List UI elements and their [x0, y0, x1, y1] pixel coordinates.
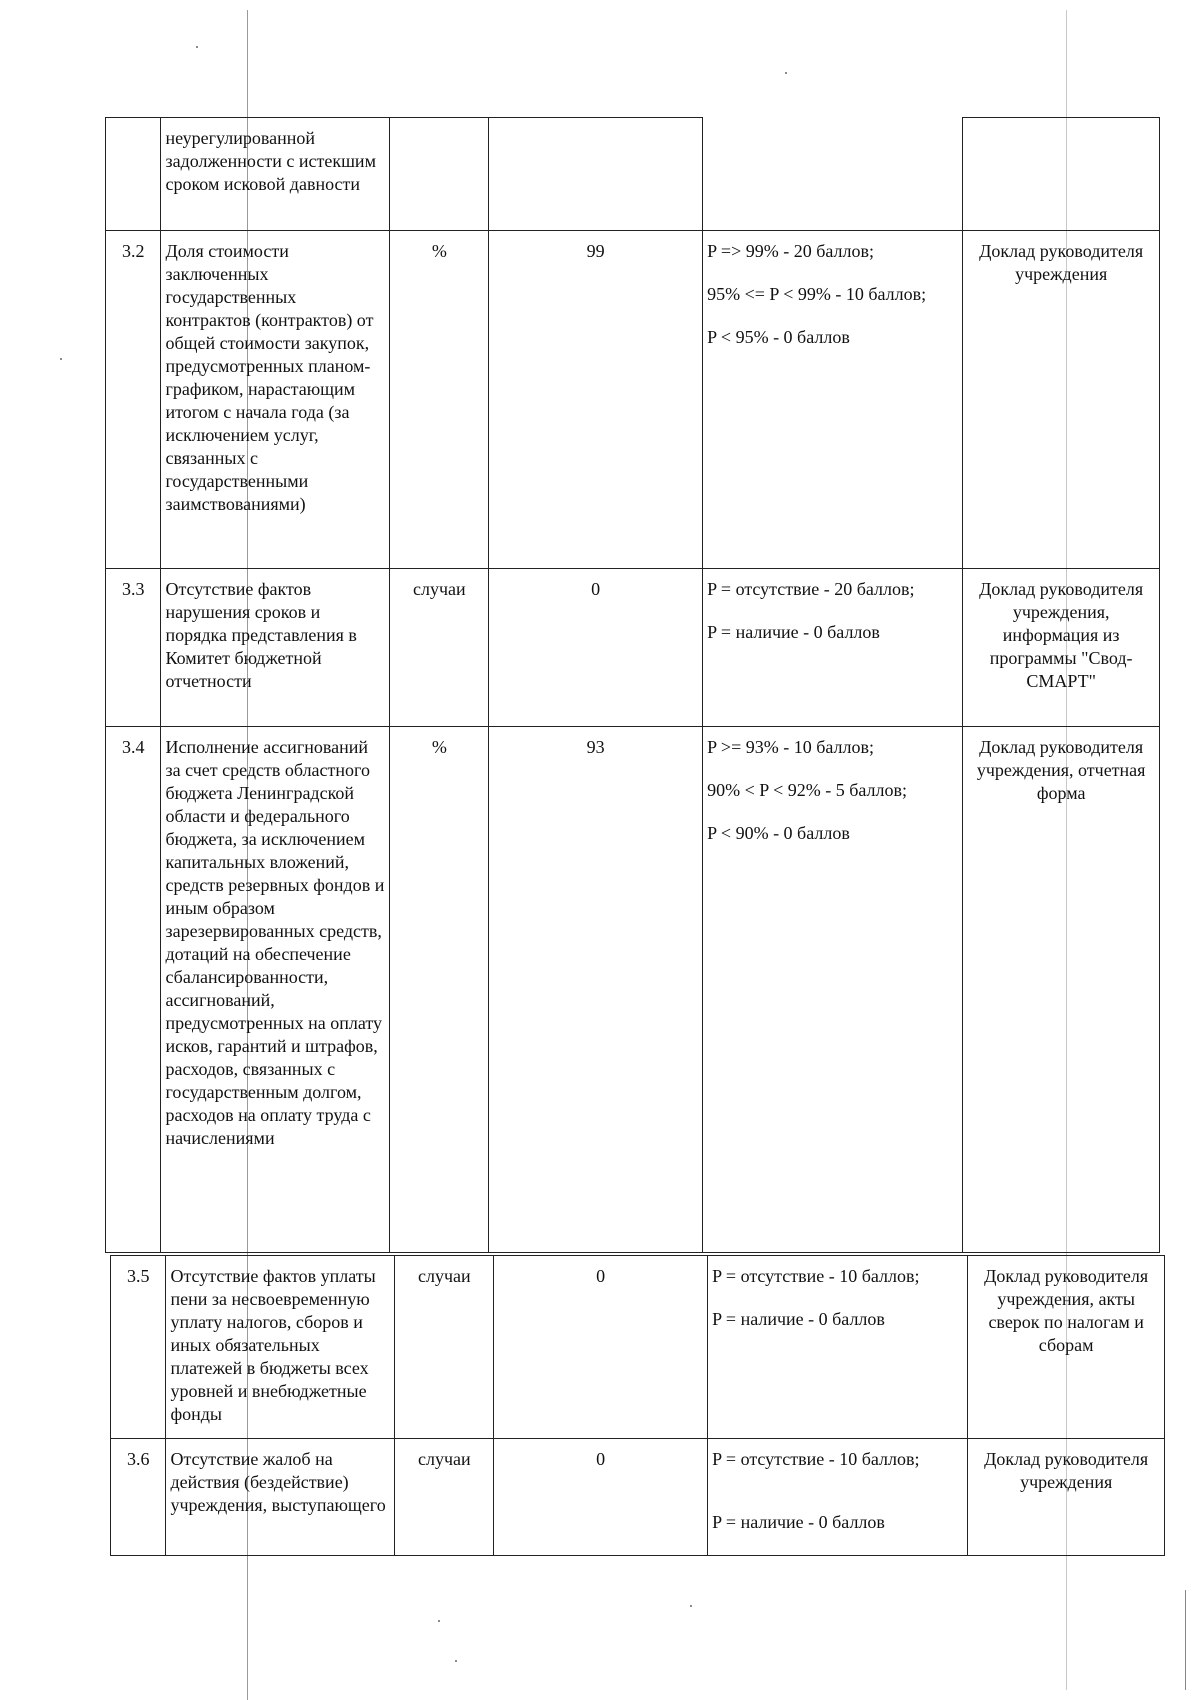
- unit-cell: [390, 118, 489, 231]
- num-cell: 3.4: [106, 727, 161, 1253]
- source-cell: [963, 118, 1160, 231]
- source-cell: Доклад руководителя учреждения, акты сверок по налогам и сборам: [968, 1256, 1165, 1439]
- scan-speck: [690, 1605, 692, 1607]
- value-cell: 99: [489, 231, 703, 569]
- table-row: [111, 1439, 1165, 1556]
- criteria-line: P < 95% - 0 баллов: [707, 327, 850, 347]
- table-row: [111, 1256, 1165, 1439]
- scan-speck: [438, 1620, 440, 1622]
- criteria-line: 90% < P < 92% - 5 баллов;: [707, 780, 907, 800]
- criteria-line: P = отсутствие - 20 баллов;: [707, 579, 915, 599]
- criteria-line: P = отсутствие - 10 баллов;: [712, 1266, 920, 1286]
- table-row: [106, 231, 1160, 569]
- criteria-line: P < 90% - 0 баллов: [707, 823, 850, 843]
- unit-cell: %: [390, 231, 489, 569]
- scan-speck: [196, 46, 198, 48]
- scan-speck: [455, 1660, 457, 1662]
- table-row: [106, 727, 1160, 1253]
- criteria-line: P >= 93% - 10 баллов;: [707, 737, 874, 757]
- num-cell: 3.6: [111, 1439, 166, 1556]
- description-cell: Исполнение ассигнований за счет средств областного бюджета Ленинградской области и федерального бюджета, за исключением капитальных вложений, средств резервных фондов и иным образом зарезервированных средств, дотаций на обеспечение сбалансированности, ассигнований, предусмотренных на оплату исков, гарантий и штрафов, расходов, связанных с государственным долгом, расходов на оплату труда с начислениями: [161, 727, 390, 1253]
- criteria-cell: [703, 727, 963, 1253]
- table-row: [106, 118, 1160, 231]
- scan-speck: [785, 72, 787, 74]
- criteria-table-lower: [110, 1255, 1165, 1556]
- unit-cell: %: [390, 727, 489, 1253]
- criteria-line: P = наличие - 0 баллов: [707, 622, 880, 642]
- criteria-line: P = наличие - 0 баллов: [712, 1512, 885, 1532]
- description-cell: Отсутствие жалоб на действия (бездействие) учреждения, выступающего: [166, 1439, 395, 1556]
- criteria-cell: [703, 231, 963, 569]
- num-cell: 3.3: [106, 569, 161, 727]
- criteria-cell: [708, 1256, 968, 1439]
- num-cell: 3.5: [111, 1256, 166, 1439]
- criteria-line: 95% <= P < 99% - 10 баллов;: [707, 284, 927, 304]
- num-cell: 3.2: [106, 231, 161, 569]
- unit-cell: случаи: [395, 1439, 494, 1556]
- value-cell: 0: [494, 1439, 708, 1556]
- criteria-cell: [708, 1439, 968, 1556]
- unit-cell: случаи: [390, 569, 489, 727]
- criteria-line: P => 99% - 20 баллов;: [707, 241, 874, 261]
- criteria-line: P = наличие - 0 баллов: [712, 1309, 885, 1329]
- description-cell: Доля стоимости заключенных государственных контрактов (контрактов) от общей стоимости закупок, предусмотренных планом-графиком, нарастающим итогом с начала года (за исключением услуг, связанных с государственными заимствованиями): [161, 231, 390, 569]
- scan-speck: [60, 358, 62, 360]
- scan-artifact-line: [1185, 1590, 1186, 1690]
- source-cell: Доклад руководителя учреждения: [963, 231, 1160, 569]
- num-cell: [106, 118, 161, 231]
- table-row: [106, 569, 1160, 727]
- value-cell: 0: [494, 1256, 708, 1439]
- source-cell: Доклад руководителя учреждения, отчетная форма: [963, 727, 1160, 1253]
- value-cell: [489, 118, 703, 231]
- unit-cell: случаи: [395, 1256, 494, 1439]
- description-cell: неурегулированной задолженности с истекшим сроком исковой давности: [161, 118, 390, 231]
- source-cell: Доклад руководителя учреждения, информация из программы "Свод-СМАРТ": [963, 569, 1160, 727]
- criteria-cell: [703, 569, 963, 727]
- description-cell: Отсутствие фактов нарушения сроков и порядка представления в Комитет бюджетной отчетности: [161, 569, 390, 727]
- criteria-table-upper: [105, 117, 1160, 1253]
- source-cell: Доклад руководителя учреждения: [968, 1439, 1165, 1556]
- value-cell: 93: [489, 727, 703, 1253]
- value-cell: 0: [489, 569, 703, 727]
- criteria-line: P = отсутствие - 10 баллов;: [712, 1449, 920, 1469]
- criteria-cell: [703, 118, 963, 231]
- description-cell: Отсутствие фактов уплаты пени за несвоевременную уплату налогов, сборов и иных обязательных платежей в бюджеты всех уровней и внебюджетные фонды: [166, 1256, 395, 1439]
